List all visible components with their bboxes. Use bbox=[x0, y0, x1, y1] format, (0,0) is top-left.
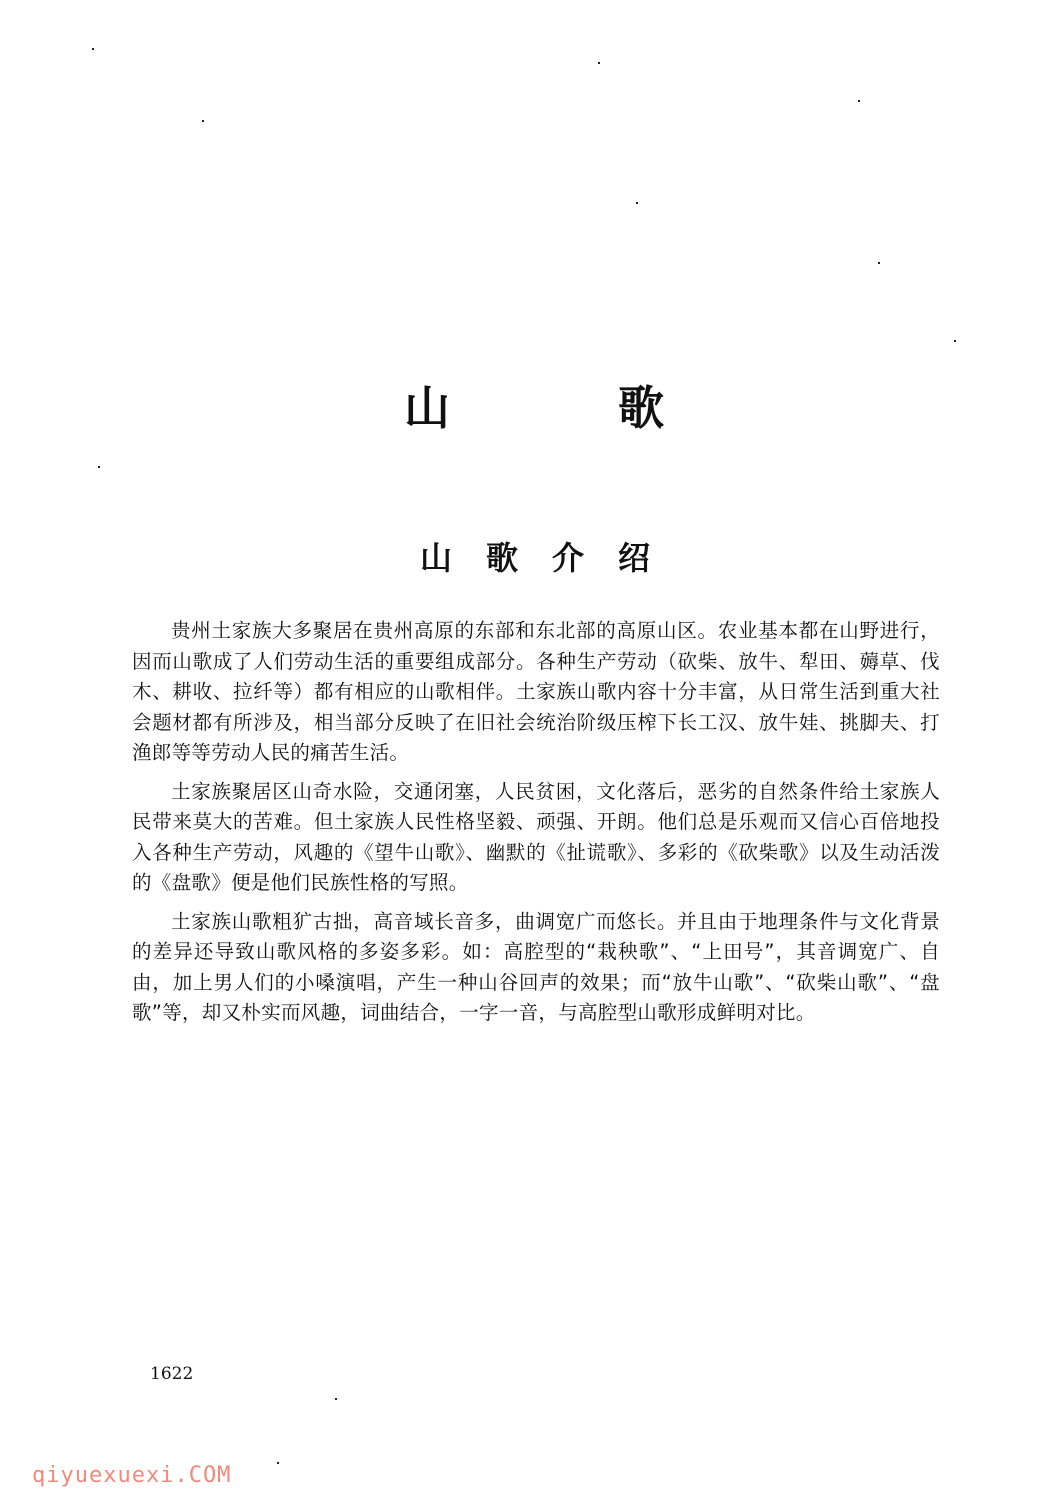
scan-speck bbox=[878, 262, 880, 264]
main-title-char: 歌 bbox=[618, 381, 664, 435]
section-title bbox=[420, 538, 650, 578]
main-title bbox=[404, 382, 664, 434]
watermark: qiyuexuexi.COM bbox=[32, 1463, 232, 1488]
section-title-char: 介 bbox=[551, 539, 584, 577]
page-number: 1622 bbox=[150, 1364, 194, 1384]
paragraph: 土家族聚居区山奇水险，交通闭塞，人民贫困，文化落后，恶劣的自然条件给土家族人民带来莫大的苦难。但土家族人民性格坚毅、顽强、开朗。他们总是乐观而又信心百倍地投入各种生产劳动，风趣的《望牛山歌》、幽默的《扯谎歌》、多彩的《砍柴歌》以及生动活泼的《盘歌》便是他们民族性格的写照。 bbox=[132, 779, 940, 894]
scan-speck bbox=[92, 48, 94, 50]
main-title-char: 山 bbox=[404, 381, 450, 435]
paragraph: 土家族山歌粗犷古拙，高音域长音多，曲调宽广而悠长。并且由于地理条件与文化背景的差异还导致山歌风格的多姿多彩。如：高腔型的“栽秧歌”、“上田号”，其音调宽广、自由，加上男人们的小嗓演唱，产生一种山谷回声的效果；而“放牛山歌”、“砍柴山歌”、“盘歌”等，却又朴实而风趣，词曲结合，一字一音，与高腔型山歌形成鲜明对比。 bbox=[132, 909, 940, 1024]
scan-speck bbox=[858, 100, 860, 102]
scan-speck bbox=[636, 202, 638, 204]
section-title-char: 山 bbox=[420, 539, 453, 577]
scan-speck bbox=[598, 62, 600, 64]
scan-speck bbox=[98, 466, 100, 468]
paragraph: 贵州土家族大多聚居在贵州高原的东部和东北部的高原山区。农业基本都在山野进行，因而山歌成了人们劳动生活的重要组成部分。各种生产劳动（砍柴、放牛、犁田、薅草、伐木、耕收、拉纤等）都有相应的山歌相伴。土家族山歌内容十分丰富，从日常生活到重大社会题材都有所涉及，相当部分反映了在旧社会统治阶级压榨下长工汉、放牛娃、挑脚夫、打渔郎等等劳动人民的痛苦生活。 bbox=[132, 619, 940, 764]
scan-speck bbox=[335, 1398, 337, 1400]
scan-speck bbox=[277, 1462, 279, 1464]
scan-speck bbox=[954, 340, 956, 342]
body-text bbox=[132, 616, 940, 1037]
scan-speck bbox=[202, 120, 204, 122]
section-title-char: 绍 bbox=[617, 539, 650, 577]
section-title-char: 歌 bbox=[485, 539, 518, 577]
